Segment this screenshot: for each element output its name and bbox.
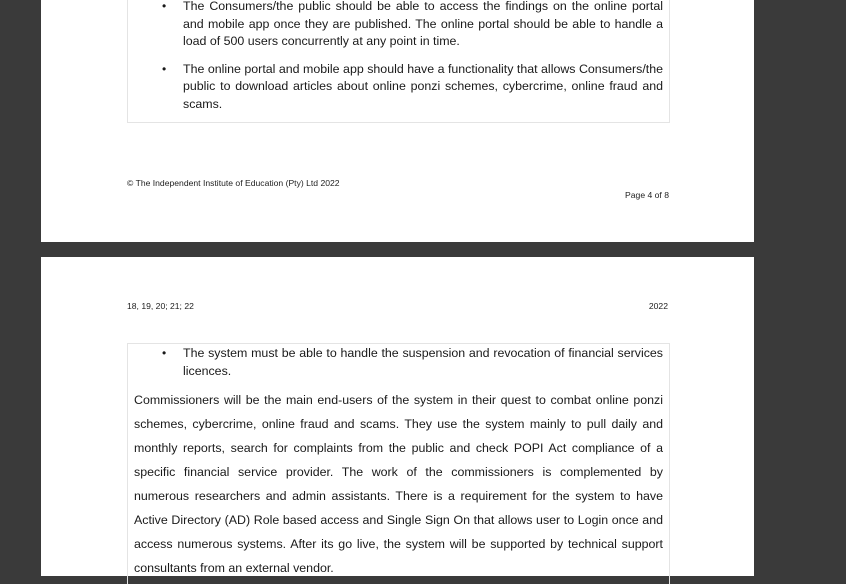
page-header-year: 2022 <box>648 301 668 311</box>
list-item <box>128 0 669 51</box>
copyright-footer: © The Independent Institute of Education (Pty) Ltd 2022 <box>127 178 340 188</box>
document-page-5 <box>41 257 754 576</box>
requirements-box <box>127 0 670 123</box>
requirements-box <box>127 343 670 584</box>
list-item-text: The Consumers/the public should be able to access the findings on the online portal and mobile app once they are published. The online portal should be able to handle a load of 500 users concurrently at any point in time. <box>183 0 663 48</box>
list-item <box>128 345 669 380</box>
vertical-scrollbar[interactable] <box>830 0 846 576</box>
bullet-icon: • <box>162 0 167 13</box>
list-item <box>128 61 669 114</box>
commissioners-paragraph: Commissioners will be the main end-users of the system in their quest to combat online ponzi schemes, cybercrime, online fraud and scams. They use the system mainly to pull daily and monthly reports, search for complaints from the public and check POPI Act compliance of a specific financial service provider. The work of the commissioners is complemented by numerous researchers and admin assistants. There is a requirement for the system to have Active Directory (AD) Role based access and Single Sign On that allows user to Login once and access numerous systems. After its go live, the system will be supported by technical support consultants from an external vendor. <box>134 393 663 575</box>
bullet-icon: • <box>162 346 167 360</box>
list-item-text: The system must be able to handle the suspension and revocation of financial services licences. <box>183 346 663 378</box>
bullet-list <box>128 344 669 380</box>
document-page-4 <box>41 0 754 242</box>
bullet-icon: • <box>162 61 167 76</box>
page-number: Page 4 of 8 <box>625 190 669 200</box>
list-item-text: The online portal and mobile app should have a functionality that allows Consumers/the public to download articles about online ponzi schemes, cybercrime, online fraud and scams. <box>183 61 663 111</box>
bullet-list <box>128 0 669 113</box>
page-header-left: 18, 19, 20; 21; 22 <box>127 301 194 311</box>
